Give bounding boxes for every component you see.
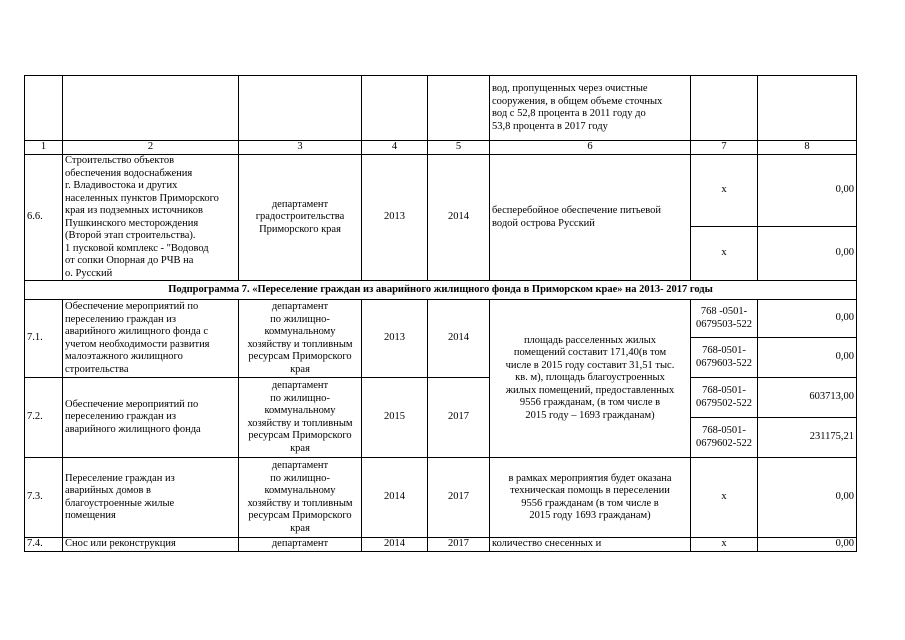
amount: 0,00	[758, 458, 857, 538]
text-line: жилых помещений, предоставленных	[505, 384, 675, 396]
result-cell	[490, 76, 691, 141]
empty-cell	[25, 76, 63, 141]
text-line: Переселение граждан из	[65, 472, 175, 484]
budget-code	[691, 378, 758, 418]
code-line: 0679603-522	[696, 357, 752, 369]
budget-code	[691, 418, 758, 458]
budget-code	[691, 300, 758, 338]
text-line: вод с 52,8 процента в 2011 году до	[492, 108, 646, 119]
text-line: Обеспечение мероприятий по	[65, 398, 199, 410]
column-number-row	[25, 141, 857, 155]
text-line: департамент	[271, 301, 329, 312]
result	[490, 538, 691, 552]
executor	[239, 300, 362, 378]
result	[490, 458, 691, 538]
column-number: 6	[490, 141, 691, 155]
row-number: 7.3.	[25, 458, 63, 538]
text-line: (Второй этап строительства).	[65, 230, 196, 241]
text-line: коммунальному	[264, 485, 336, 496]
end-year: 2014	[428, 300, 490, 378]
empty-cell	[63, 76, 239, 141]
text-line: строительства	[65, 363, 129, 375]
result	[490, 155, 691, 281]
executor	[239, 155, 362, 281]
budget-code	[691, 338, 758, 378]
text-line: Снос или реконструкция	[65, 538, 176, 549]
budget-code: х	[691, 227, 758, 281]
text-line: градостроительства	[255, 211, 345, 223]
empty-cell	[239, 76, 362, 141]
empty-cell	[691, 76, 758, 141]
text-line: коммунальному	[264, 326, 336, 337]
end-year: 2017	[428, 458, 490, 538]
text-line: техническая помощь в переселении	[510, 485, 670, 496]
row-number: 7.1.	[25, 300, 63, 378]
text-line: помещения	[65, 510, 116, 521]
amount: 0,00	[758, 338, 857, 378]
table-row	[25, 300, 857, 338]
start-year: 2013	[362, 155, 428, 281]
text-line: по жилищно-	[270, 392, 330, 404]
empty-cell	[428, 76, 490, 141]
text-line: края	[290, 363, 310, 375]
amount: 0,00	[758, 300, 857, 338]
code-line: 768-0501-	[702, 345, 746, 356]
text-line: числе в 2015 году составит 31,51 тыс.	[505, 359, 675, 371]
text-line: 2015 году – 1693 гражданам)	[525, 409, 655, 421]
budget-code: х	[691, 538, 758, 552]
text-line: о. Русский	[65, 267, 113, 279]
start-year: 2014	[362, 458, 428, 538]
text-line: хозяйству и топливным	[247, 417, 353, 429]
text-line: от сопки Опорная до РЧВ на	[65, 255, 194, 266]
column-number: 7	[691, 141, 758, 155]
executor	[239, 458, 362, 538]
amount: 0,00	[758, 155, 857, 227]
text-line: ресурсам Приморского	[248, 510, 352, 521]
end-year: 2017	[428, 538, 490, 552]
column-number: 2	[63, 141, 239, 155]
table-row	[25, 458, 857, 538]
continuation-row	[25, 76, 857, 141]
text-line: хозяйству и топливным	[247, 338, 353, 350]
measure-name	[63, 300, 239, 378]
text-line: населенных пунктов Приморского	[65, 192, 219, 204]
start-year: 2014	[362, 538, 428, 552]
text-line: водой острова Русский	[492, 217, 595, 229]
text-line: Обеспечение мероприятий по	[65, 301, 199, 312]
text-line: по жилищно-	[270, 313, 330, 325]
budget-code: х	[691, 155, 758, 227]
text-line: края	[290, 442, 310, 454]
budget-code: х	[691, 458, 758, 538]
subprogram-row	[25, 281, 857, 300]
text-line: по жилищно-	[270, 472, 330, 484]
text-line: в рамках мероприятия будет оказана	[508, 472, 672, 484]
text-line: Пушкинского месторождения	[65, 217, 199, 229]
text-line: края	[290, 522, 310, 534]
end-year: 2017	[428, 378, 490, 458]
text-line: аварийного жилищного фонда с	[65, 326, 208, 337]
text-line: 1 пусковой комплекс - "Водовод	[65, 242, 209, 254]
text-line: малоэтажного жилищного	[65, 351, 183, 362]
code-line: 0679602-522	[696, 437, 752, 449]
empty-cell	[362, 76, 428, 141]
table-body	[25, 76, 857, 552]
text-line: департамент	[271, 460, 329, 471]
text-line: количество снесенных и	[492, 538, 602, 549]
row-number: 6.6.	[25, 155, 63, 281]
measure-name	[63, 458, 239, 538]
row-number: 7.4.	[25, 538, 63, 552]
text-line: помещений составит 171,40(в том	[513, 347, 667, 359]
text-line: ресурсам Приморского	[248, 430, 352, 441]
text-line: площадь расселенных жилых	[523, 334, 657, 346]
text-line: департамент	[271, 198, 329, 210]
executor	[239, 378, 362, 458]
table-row	[25, 378, 857, 418]
amount: 603713,00	[758, 378, 857, 418]
measure-name	[63, 378, 239, 458]
text-line: 53,8 процента в 2017 году	[492, 120, 608, 132]
text-line: переселению граждан из	[65, 313, 176, 325]
code-line: 768-0501-	[702, 385, 746, 396]
text-line: коммунальному	[264, 405, 336, 416]
column-number: 1	[25, 141, 63, 155]
text-line: Приморского края	[259, 223, 341, 235]
text-line: департамент	[271, 538, 329, 549]
text-line: 9556 гражданам (в том числе в	[521, 497, 659, 509]
subprogram-title: Подпрограмма 7. «Переселение граждан из аварийного жилищного фонда в Приморском крае» на 2013- 2017 годы	[25, 281, 857, 300]
empty-cell	[758, 76, 857, 141]
text-line: бесперебойное обеспечение питьевой	[492, 205, 662, 216]
column-number: 5	[428, 141, 490, 155]
text-line: края из подземных источников	[65, 205, 203, 216]
text-line: ресурсам Приморского	[248, 351, 352, 362]
text-line: аварийных домов в	[65, 485, 152, 496]
executor	[239, 538, 362, 552]
measure-name	[63, 538, 239, 552]
text-line: вод, пропущенных через очистные	[492, 83, 648, 94]
end-year: 2014	[428, 155, 490, 281]
start-year: 2015	[362, 378, 428, 458]
text-line: хозяйству и топливным	[247, 497, 353, 509]
text-line: учетом необходимости развития	[65, 338, 210, 350]
code-line: 768-0501-	[702, 425, 746, 436]
code-line: 768 -0501-	[700, 306, 748, 317]
program-table	[24, 75, 857, 552]
column-number: 3	[239, 141, 362, 155]
text-line: 9556 гражданам, (в том числе в	[519, 397, 661, 409]
code-line: 0679503-522	[696, 318, 752, 330]
text-line: 2015 году 1693 гражданам)	[529, 510, 651, 521]
measure-name	[63, 155, 239, 281]
amount: 0,00	[758, 227, 857, 281]
text-line: аварийного жилищного фонда	[65, 423, 201, 435]
row-number: 7.2.	[25, 378, 63, 458]
text-line: обеспечения водоснабжения	[65, 167, 193, 179]
text-line: г. Владивостока и других	[65, 180, 178, 191]
column-number: 8	[758, 141, 857, 155]
column-number: 4	[362, 141, 428, 155]
shared-result	[490, 300, 691, 458]
text-line: Строительство объектов	[65, 155, 175, 166]
table-row	[25, 538, 857, 552]
text-line: департамент	[271, 380, 329, 391]
text-line: переселению граждан из	[65, 411, 176, 423]
amount: 0,00	[758, 538, 857, 552]
text-line: кв. м), площадь благоустроенных	[515, 372, 665, 384]
text-line: сооружения, в общем объеме сточных	[492, 95, 663, 107]
code-line: 0679502-522	[696, 397, 752, 409]
amount: 231175,21	[758, 418, 857, 458]
start-year: 2013	[362, 300, 428, 378]
table-row	[25, 155, 857, 227]
text-line: благоустроенные жилые	[65, 497, 175, 509]
